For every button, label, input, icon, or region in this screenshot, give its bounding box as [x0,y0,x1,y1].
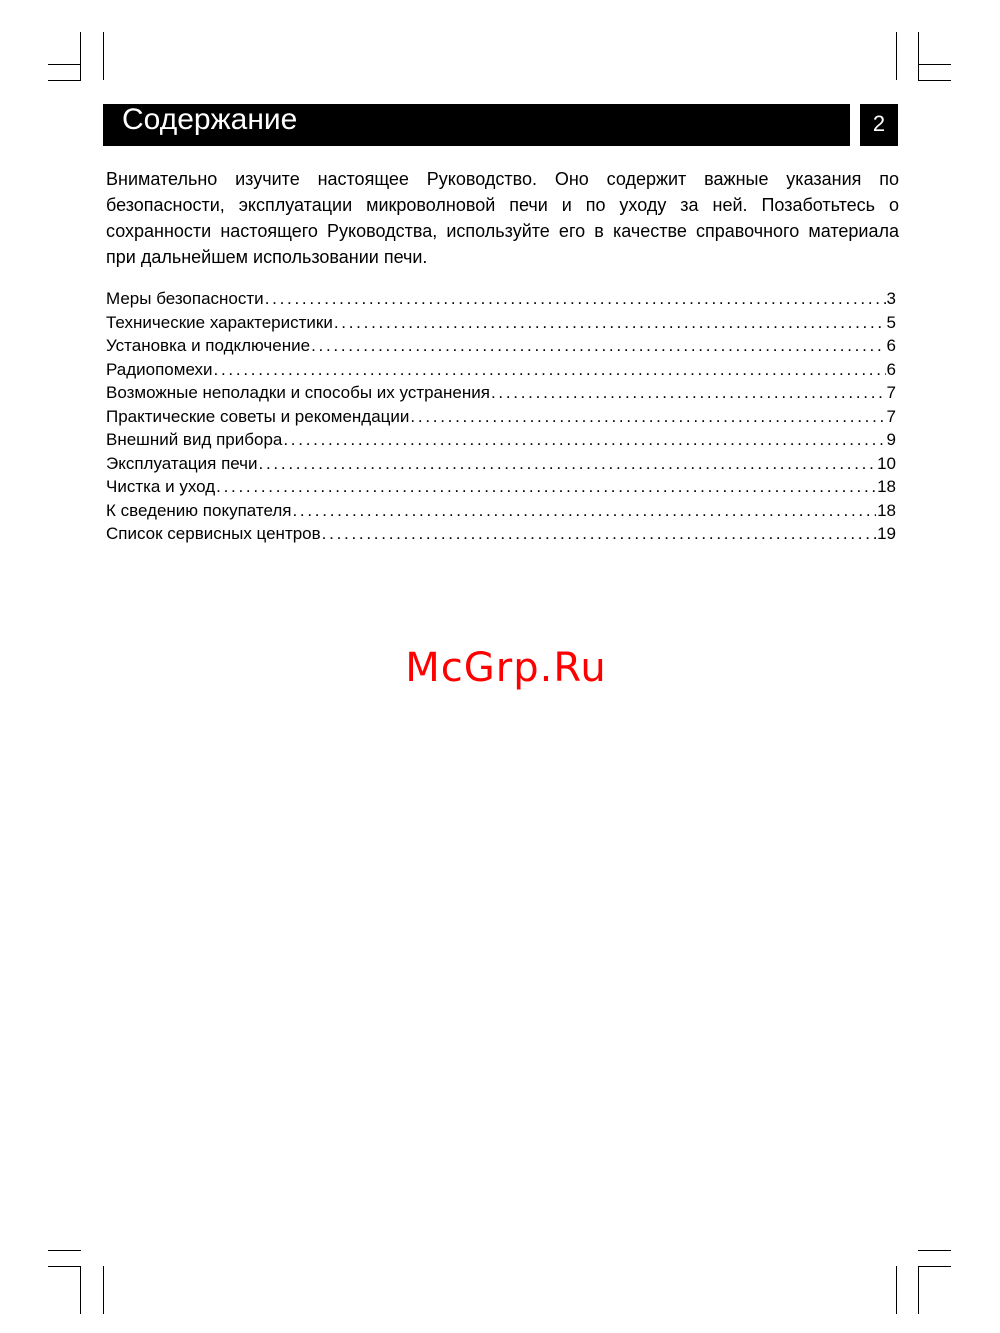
toc-item-page: 18 [877,477,896,496]
crop-mark [103,32,104,80]
crop-mark [918,80,951,81]
toc-item-page: 10 [877,453,896,473]
crop-mark [918,32,919,80]
toc-item-label: Список сервисных центров [106,524,321,543]
toc-item-label: Установка и подключение [106,336,311,355]
table-of-contents [106,287,896,546]
toc-item [106,428,896,452]
toc-leader-dots [334,311,886,335]
page-number: 2 [872,111,886,136]
toc-item [106,287,896,311]
crop-mark [918,1250,951,1251]
toc-item-page: 19 [877,524,896,543]
toc-item [106,358,896,382]
crop-mark [80,32,81,80]
toc-item-label: Меры безопасности [106,289,264,308]
toc-item-label: Практические советы и рекомендации [106,406,410,426]
crop-mark [80,1266,81,1314]
toc-item-page: 6 [886,359,896,379]
header-bar [103,104,850,146]
toc-leader-dots [283,428,885,452]
toc-item [106,522,896,546]
toc-leader-dots [292,499,876,523]
toc-item [106,499,896,523]
crop-mark [48,1266,81,1267]
toc-leader-dots [322,522,876,546]
toc-item-page: 3 [886,289,896,308]
toc-item [106,405,896,429]
crop-mark [896,32,897,80]
toc-item-page: 6 [886,336,896,355]
watermark: McGrp.Ru [405,645,607,691]
crop-mark [48,80,81,81]
toc-leader-dots [259,452,877,476]
page-number-box [860,104,898,146]
toc-item-page: 18 [877,500,896,520]
toc-item-label: Эксплуатация печи [106,453,258,473]
toc-item-page: 7 [886,383,896,402]
crop-mark [918,64,951,65]
crop-mark [48,1250,81,1251]
toc-item-page: 9 [886,430,896,449]
toc-item [106,475,896,499]
toc-leader-dots [214,358,886,382]
toc-leader-dots [265,287,886,311]
toc-item-label: К сведению покупателя [106,500,292,520]
crop-mark [918,1266,919,1314]
page-title: Содержание [122,103,298,136]
toc-item [106,311,896,335]
crop-mark [896,1266,897,1314]
intro-paragraph: Внимательно изучите настоящее Руководство. Оно содержит важные указания по безопасности, эксплуатации микроволновой печи и по уходу за ней. Позаботьтесь о сохранности настоящего Руководства, используйте его в качестве справочного материала при дальнейшем использовании печи. [106,169,899,267]
crop-mark [48,64,81,65]
toc-item-label: Радиопомехи [106,359,213,379]
toc-item [106,334,896,358]
toc-item-page: 5 [886,312,896,332]
toc-item-page: 7 [886,406,896,426]
toc-item-label: Возможные неполадки и способы их устранения [106,383,490,402]
toc-leader-dots [216,475,876,499]
toc-leader-dots [410,405,885,429]
toc-leader-dots [311,334,885,358]
toc-item-label: Чистка и уход [106,477,216,496]
toc-leader-dots [491,381,886,405]
toc-item-label: Технические характеристики [106,312,333,332]
toc-item [106,381,896,405]
crop-mark [103,1266,104,1314]
toc-item-label: Внешний вид прибора [106,430,283,449]
crop-mark [918,1266,951,1267]
toc-item [106,452,896,476]
